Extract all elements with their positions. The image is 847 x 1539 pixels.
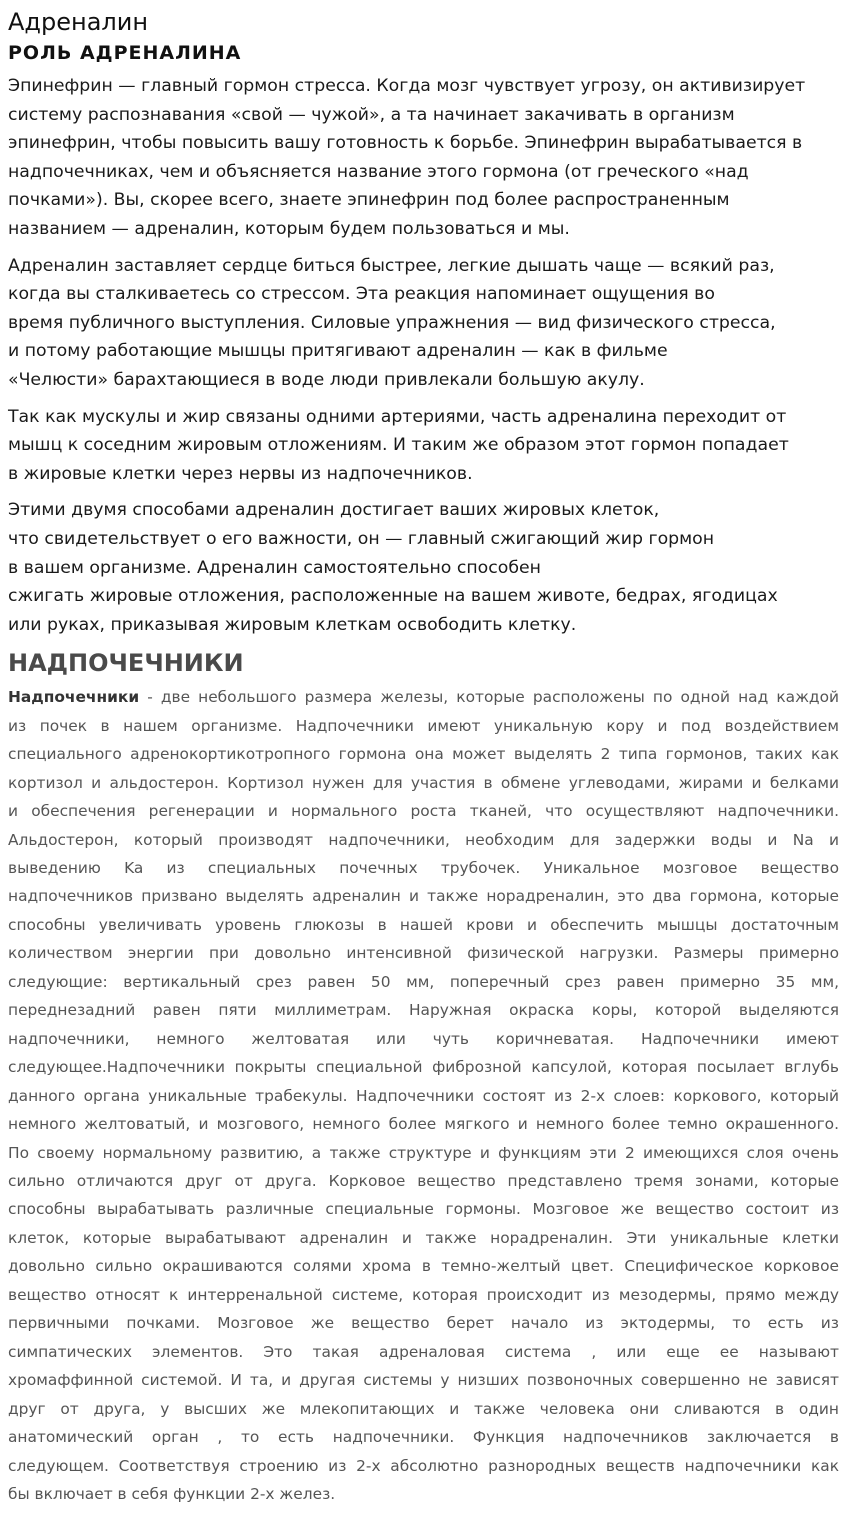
text-line bbox=[8, 683, 839, 711]
text-line: Эпинефрин — главный гормон стресса. Когда мозг чувствует угрозу, он активизирует bbox=[8, 76, 806, 96]
text-line: следующем. Соответствуя строению из 2-х абсолютно разнородных веществ надпочечники как bbox=[8, 1456, 839, 1475]
section-body-adrenaline-role bbox=[8, 72, 839, 639]
text-line: названием — адреналин, которым будем пользоваться и мы. bbox=[8, 218, 570, 239]
text-line: из почек в нашем организме. Надпочечники имеют уникальную кору и под воздействием bbox=[8, 716, 839, 735]
section-body-adrenal-glands bbox=[8, 683, 839, 1508]
text-line: способны увеличивать уровень глюкозы в нашей крови и обеспечить мышцы достаточным bbox=[8, 915, 839, 934]
text-line: способны вырабатывать различные специальные гормоны. Мозговое же вещество состоит из bbox=[8, 1200, 839, 1219]
text-line: эпинефрин, чтобы повысить вашу готовность к борьбе. Эпинефрин вырабатывается в bbox=[8, 133, 803, 154]
lead-term: Надпочечники bbox=[8, 688, 140, 707]
paragraph bbox=[8, 252, 839, 395]
text-line: количеством энергии при довольно интенсивной физической нагрузки. Размеры примерно bbox=[8, 944, 839, 963]
text-line: клеток, которые вырабатывают адреналин и также норадреналин. Эти уникальные клетки bbox=[8, 1228, 839, 1247]
section-heading-adrenal-glands: НАДПОЧЕЧНИКИ bbox=[8, 649, 244, 678]
text-line: хромаффинной системой. И та, и другая системы у низших позвоночных совершенно не зависят bbox=[8, 1371, 839, 1390]
text-line: По своему нормальному развитию, а также структуре и функциям эти 2 имеющихся слоя очень bbox=[8, 1143, 839, 1162]
text-line: следующее.Надпочечники покрыты специальной фиброзной капсулой, которая посылает вглубь bbox=[8, 1058, 839, 1077]
text-line: довольно сильно окрашиваются солями хрома в темно-желтый цвет. Специфическое корковое bbox=[8, 1257, 839, 1276]
text-line: когда вы сталкиваетесь со стрессом. Эта реакция напоминает ощущения во bbox=[8, 284, 715, 305]
text-line: и обеспечения регенерации и нормального роста тканей, что осуществляют надпочечники. bbox=[8, 802, 839, 821]
text-line: Адреналин заставляет сердце биться быстрее, легкие дышать чаще — всякий раз, bbox=[8, 255, 775, 276]
text-line: выведению Ka из специальных почечных трубочек. Уникальное мозговое вещество bbox=[8, 859, 839, 877]
text-line: анатомический орган , то есть надпочечники. Функция надпочечников заключается в bbox=[8, 1428, 839, 1447]
text-line: «Челюсти» барахтающиеся в воде люди привлекали большую акулу. bbox=[8, 369, 645, 390]
text-line: или руках, приказывая жировым клеткам освободить клетку. bbox=[8, 614, 577, 635]
text-line: кортизол и альдостерон. Кортизол нужен для участия в обмене углеводами, жирами и белками bbox=[8, 773, 839, 792]
text-line: вещество относят к интерренальной системе, которая происходит из мезодермы, прямо между bbox=[8, 1285, 839, 1304]
text-line: переднезадний равен пяти миллиметрам. Наружная окраска коры, которой выделяются bbox=[8, 1001, 839, 1020]
text-line: бы включает в себя функции 2-х желез. bbox=[8, 1484, 336, 1503]
text-line: мышц к соседним жировым отложениям. И таким же образом этот гормон попадает bbox=[8, 435, 789, 456]
text-line: немного желтоватый, и мозгового, немного более мягкого и немного более темно окрашенного. bbox=[8, 1115, 839, 1134]
text-line: почками»). Вы, скорее всего, знаете эпинефрин под более распространенным bbox=[8, 190, 730, 211]
text-line: в вашем организме. Адреналин самостоятельно способен bbox=[8, 557, 541, 578]
text-line: надпочечников призвано выделять адреналин и также норадреналин, это два гормона, которые bbox=[8, 887, 839, 906]
text-line: данного органа уникальные трабекулы. Надпочечники состоят из 2-х слоев: коркового, который bbox=[8, 1086, 839, 1105]
text-line: специального адренокортикотропного гормона она может выделять 2 типа гормонов, таких как bbox=[8, 745, 839, 764]
text-line: сжигать жировые отложения, расположенные на вашем животе, бедрах, ягодицах bbox=[8, 586, 778, 607]
text-line: и потому работающие мышцы притягивают адреналин — как в фильме bbox=[8, 341, 668, 362]
text-line: что свидетельствует о его важности, он — главный сжигающий жир гормон bbox=[8, 528, 715, 549]
page-title: Адреналин bbox=[8, 8, 149, 36]
paragraph bbox=[8, 72, 839, 244]
text-line: Так как мускулы и жир связаны одними артериями, часть адреналина переходит от bbox=[8, 406, 787, 427]
text-line: в жировые клетки через нервы из надпочечников. bbox=[8, 463, 473, 484]
lead-continuation: - две небольшого размера железы, которые расположены по одной над каждой bbox=[139, 688, 839, 707]
text-line: следующие: вертикальный срез равен 50 мм, поперечный срез равен примерно 35 мм, bbox=[8, 972, 839, 991]
text-line: симпатических элементов. Это такая адреналовая система , или еще ее называют bbox=[8, 1342, 839, 1361]
paragraph bbox=[8, 496, 839, 639]
text-line: Альдостерон, который производят надпочечники, необходим для задержки воды и Na и bbox=[8, 830, 839, 849]
text-line: сильно отличаются друг от друга. Корковое вещество представлено тремя зонами, которые bbox=[8, 1171, 839, 1190]
text-line: первичными почками. Мозговое же вещество берет начало из эктодермы, то есть из bbox=[8, 1314, 839, 1333]
text-line: надпочечники, немного желтоватая или чуть коричневатая. Надпочечники имеют bbox=[8, 1029, 839, 1048]
text-line: время публичного выступления. Силовые упражнения — вид физического стресса, bbox=[8, 312, 776, 333]
section-heading-adrenaline-role: РОЛЬ АДРЕНАЛИНА bbox=[8, 42, 242, 64]
text-line: систему распознавания «свой — чужой», а та начинает закачивать в организм bbox=[8, 104, 735, 125]
paragraph bbox=[8, 403, 839, 489]
text-line: друг от друга, у высших же млекопитающих и также человека они сливаются в один bbox=[8, 1399, 839, 1418]
text-line: Этими двумя способами адреналин достигает ваших жировых клеток, bbox=[8, 500, 660, 521]
text-line: надпочечниках, чем и объясняется название этого гормона (от греческого «над bbox=[8, 161, 749, 182]
